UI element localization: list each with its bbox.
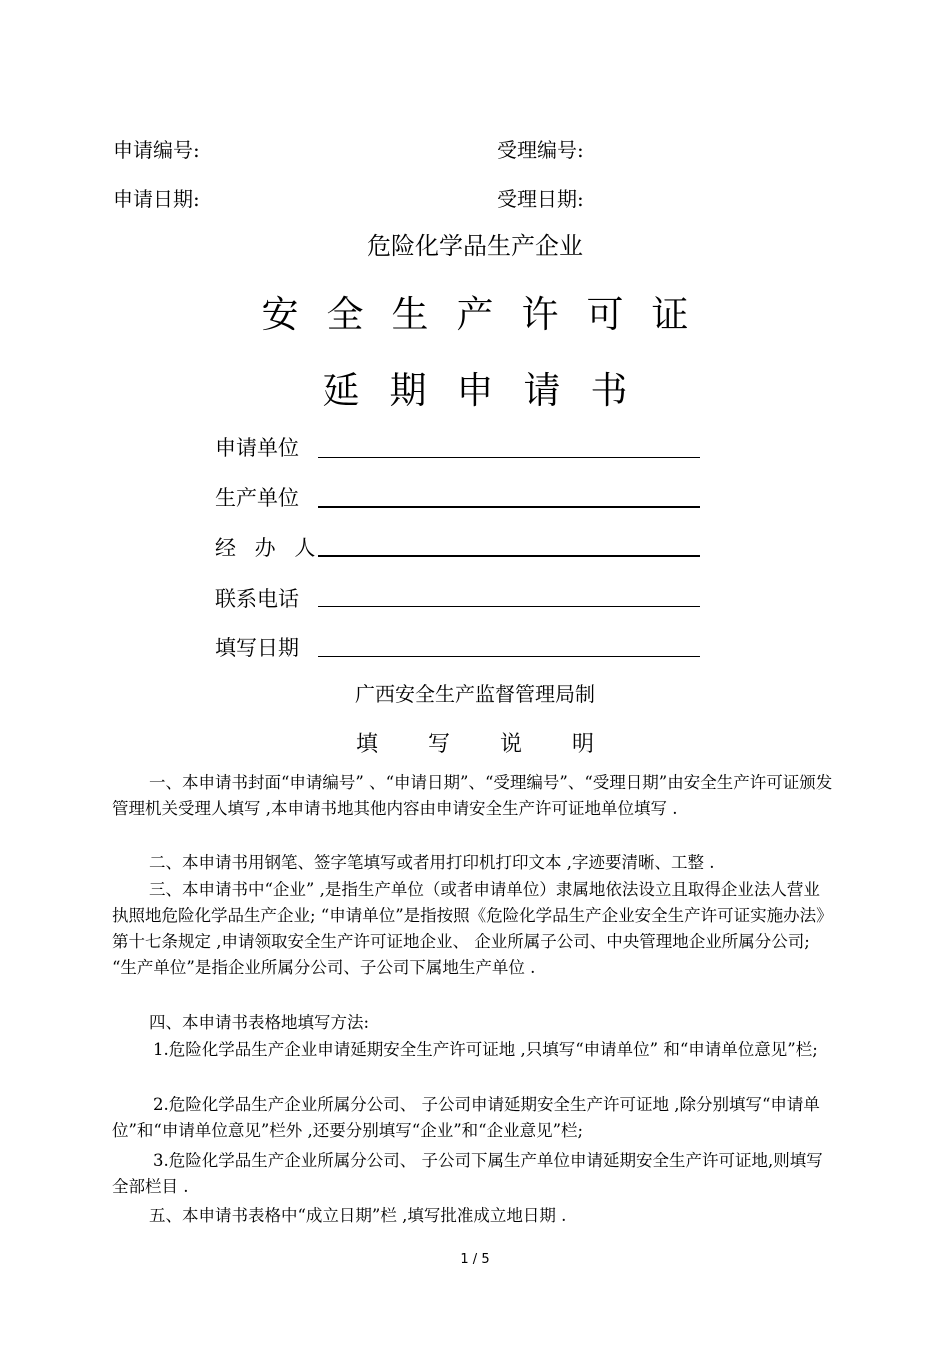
document-title-line3: 延期申请书 xyxy=(322,369,658,412)
fill-date-label: 填写日期 xyxy=(215,636,299,660)
contact-phone-field[interactable] xyxy=(318,606,700,607)
application-number-label: 申请编号: xyxy=(113,138,200,162)
production-unit-field[interactable] xyxy=(318,506,700,508)
instruction-paragraph-5: 五、本申请书表格中“成立日期”栏 ,填写批准成立地日期 . xyxy=(149,1206,567,1225)
instruction-paragraph-4: 四、本申请书表格地填写方法: xyxy=(149,1013,370,1032)
fill-date-field[interactable] xyxy=(318,656,700,657)
instruction-item-3: 3.危险化学品生产企业所属分公司、 子公司下属生产单位申请延期安全生产许可证地,则填写全部栏目 . xyxy=(112,1151,823,1196)
handler-label: 经 办 人 xyxy=(215,536,322,560)
contact-phone-label: 联系电话 xyxy=(215,587,299,611)
acceptance-date-label: 受理日期: xyxy=(497,187,584,211)
acceptance-number-label: 受理编号: xyxy=(497,138,584,162)
instruction-item-1: 1.危险化学品生产企业申请延期安全生产许可证地 ,只填写“申请单位” 和“申请单位意见”栏; xyxy=(153,1040,818,1059)
instruction-paragraph-2: 二、本申请书用钢笔、签字笔填写或者用打印机打印文本 ,字迹要清晰、工整 . xyxy=(149,853,715,872)
instruction-item-2: 2.危险化学品生产企业所属分公司、 子公司申请延期安全生产许可证地 ,除分别填写“申请单位”和“申请单位意见”栏外 ,还要分别填写“企业”和“企业意见”栏; xyxy=(112,1095,820,1140)
page-number: 1 / 5 xyxy=(460,1252,490,1267)
document-title-line2: 安全生产许可证 xyxy=(261,293,717,336)
applicant-unit-label: 申请单位 xyxy=(215,436,299,460)
application-date-label: 申请日期: xyxy=(113,187,200,211)
instruction-paragraph-3: 三、本申请书中“企业” ,是指生产单位（或者申请单位）隶属地依法设立且取得企业法人营业执照地危险化学品生产企业; “申请单位”是指按照《危险化学品生产企业安全生产许可证实施办法》 第十七条规定 ,申请领取安全生产许可证地企业、 企业所属子公司、中央管理地企业所属分公司; “生产单位”是指企业所属分公司、子公司下属地生产单位 . xyxy=(112,880,833,977)
handler-field[interactable] xyxy=(318,555,700,557)
document-title-line1: 危险化学品生产企业 xyxy=(367,232,583,260)
issuing-authority: 广西安全生产监督管理局制 xyxy=(355,682,595,706)
instruction-paragraph-1: 一、本申请书封面“申请编号” 、“申请日期”、“受理编号”、“受理日期”由安全生产许可证颁发管理机关受理人填写 ,本申请书地其他内容由申请安全生产许可证地单位填写 . xyxy=(112,773,833,818)
instructions-title: 填写说明 xyxy=(355,732,644,757)
production-unit-label: 生产单位 xyxy=(215,486,299,510)
applicant-unit-field[interactable] xyxy=(318,457,700,458)
